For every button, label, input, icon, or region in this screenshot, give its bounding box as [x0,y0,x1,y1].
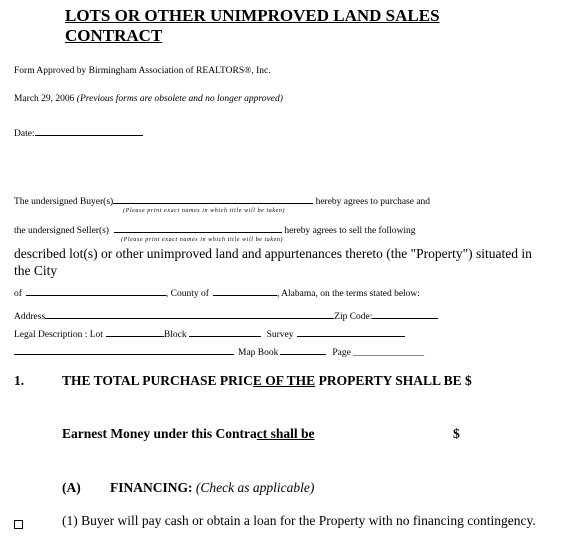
option-1-checkbox[interactable] [14,520,23,529]
section-1-number: 1. [14,373,25,388]
city-blank[interactable] [26,285,166,296]
lot-blank[interactable] [106,326,164,337]
earnest-text-b: ct shall be [256,426,315,441]
seller-suffix: hereby agrees to sell the following [284,226,416,236]
block-blank[interactable] [189,326,261,337]
title-line-2: CONTRACT [65,26,163,45]
earnest-dollar: $ [453,426,460,441]
legal-label: Legal Description : Lot [14,330,103,340]
financing-label: (A) [62,480,81,495]
of-label: of [14,289,22,299]
map-line[interactable] [14,344,424,358]
of-line[interactable] [14,285,420,299]
block-label: Block [163,330,187,340]
form-date-note: (Previous forms are obsolete and no longer approved) [76,94,283,104]
buyer-prefix: The undersigned Buyer(s) [14,197,114,207]
page-label: Page [332,348,351,358]
form-date-line [14,94,283,104]
zip-label: Zip Code: [334,312,373,322]
section-1-text [62,373,472,389]
page-blank[interactable]: _______________ [352,348,425,358]
earnest-money [62,426,315,442]
map-book-blank[interactable] [280,344,326,355]
financing-heading: FINANCING: [110,480,193,495]
county-label: , County of [165,289,209,299]
earnest-text-a: Earnest Money under this Contra [62,426,257,441]
form-date: March 29, 2006 [14,94,75,104]
buyer-hint: (Please print exact names in which title will be taken) [123,208,286,214]
seller-hint: (Please print exact names in which title will be taken) [121,237,284,243]
section-1-text-a: THE TOTAL PURCHASE PRIC [62,373,253,388]
address-label: Address [14,312,46,322]
buyer-line[interactable] [14,193,430,207]
county-blank[interactable] [213,285,277,296]
section-1-text-b: E OF THE [252,373,316,388]
described-line-1: described lot(s) or other unimproved land and appurtenances thereto (the "Property") situated in [14,246,532,261]
section-1-text-c: PROPERTY SHALL BE $ [315,373,472,388]
map-book-label: Map Book [238,348,279,358]
financing-note: (Check as applicable) [192,480,315,495]
buyer-suffix: hereby agrees to purchase and [315,197,431,207]
date-field[interactable] [14,125,143,139]
financing-heading-line [110,480,314,496]
seller-blank[interactable] [114,222,282,233]
survey-blank[interactable] [297,326,405,337]
form-approved: Form Approved by Birmingham Association of REALTORS®, Inc. [14,66,271,76]
seller-line[interactable] [14,222,415,236]
date-blank[interactable] [35,125,143,136]
address-line[interactable] [14,308,438,322]
map-blank[interactable] [14,344,234,355]
date-label: Date: [14,129,35,139]
survey-label: Survey [266,330,294,340]
alabama-label: , Alabama, on the terms stated below: [276,289,420,299]
legal-line[interactable] [14,326,405,340]
title-line-1: LOTS OR OTHER UNIMPROVED LAND SALES [65,6,440,25]
described-line-2: the City [14,263,58,278]
option-1-text: (1) Buyer will pay cash or obtain a loan for the Property with no financing contingency. [62,513,536,528]
address-blank[interactable] [45,308,334,319]
seller-prefix: the undersigned Seller(s) [14,226,109,236]
zip-blank[interactable] [372,308,438,319]
buyer-blank[interactable] [113,193,313,204]
